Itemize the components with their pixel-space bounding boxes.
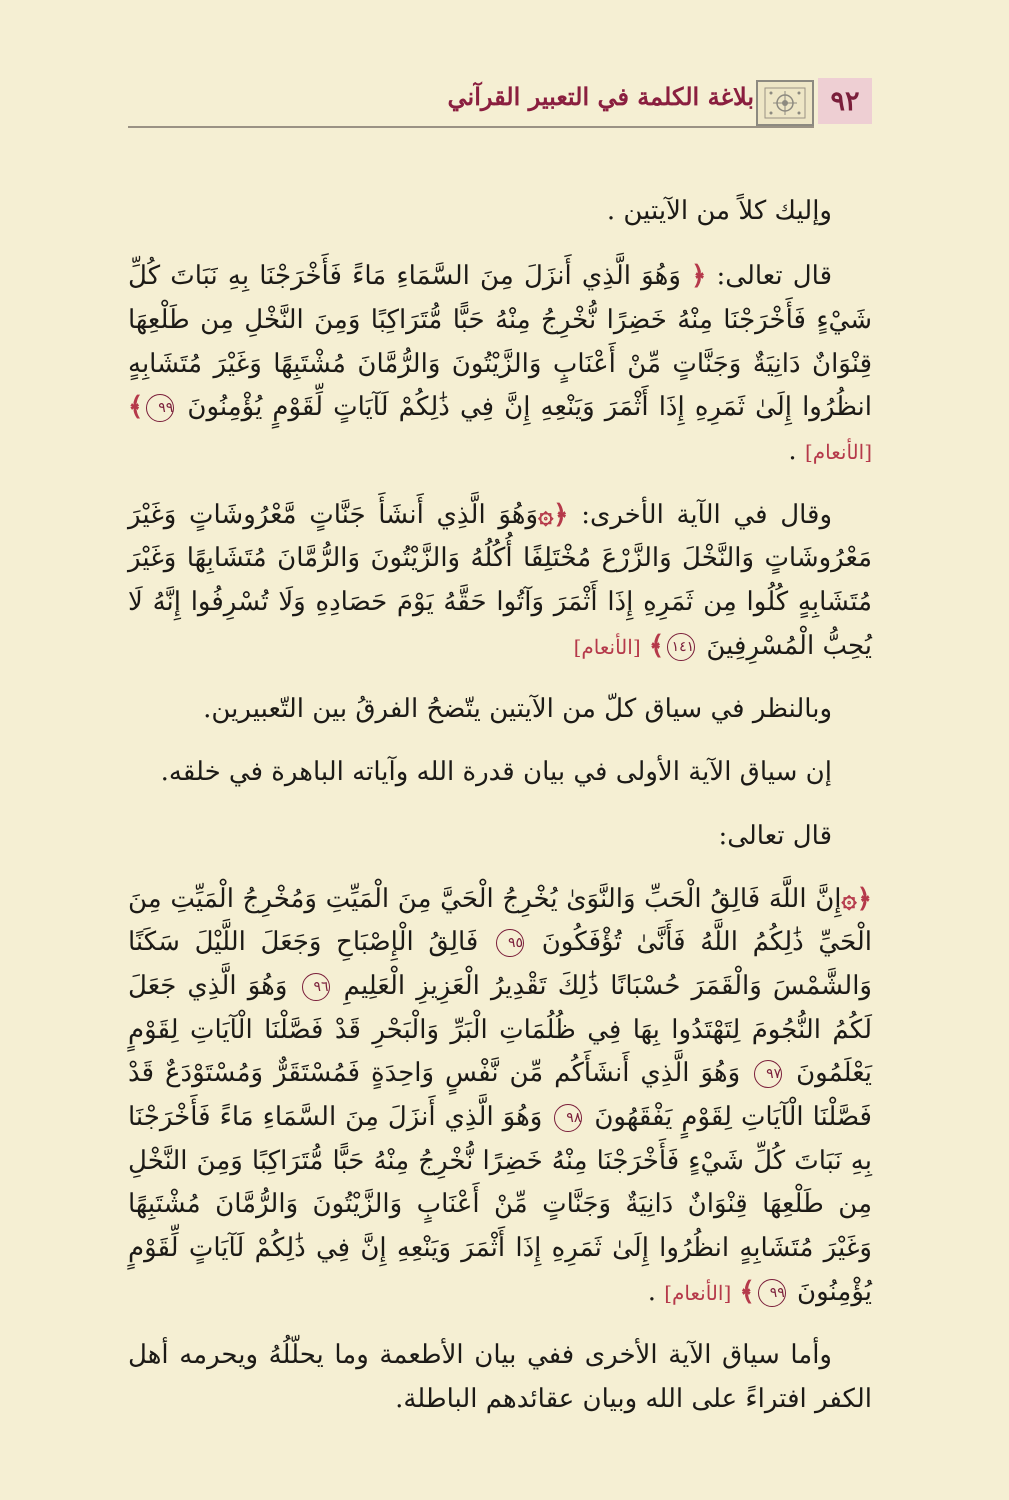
brace-close: ﴾ <box>739 1276 755 1307</box>
paragraph-qala: قال تعالى: <box>718 820 832 851</box>
quran-verse: وَهُوَ الَّذِي أَنشَأَ جَنَّاتٍ مَّعْرُوشَاتٍ وَغَيْرَ مَعْرُوشَاتٍ وَالنَّخْلَ وَالزَّرْعَ مُخْتَلِفًا أُكُلُهُ وَالزَّيْتُونَ وَالرُّمَّانَ مُتَشَابِهًا وَغَيْرَ مُتَشَابِهٍ كُلُوا مِن ثَمَرِهِ إِذَا أَثْمَرَ وَآتُوا حَقَّهُ يَوْمَ حَصَادِهِ وَلَا تُسْرِفُوا إِنَّهُ لَا يُحِبُّ الْمُسْرِفِينَ <box>128 499 872 661</box>
ayah-number: ٩٥ <box>496 929 524 957</box>
period: . <box>788 435 797 466</box>
ayah-number: ٩٦ <box>302 973 330 1001</box>
surah-name: [الأنعام] <box>573 634 641 659</box>
brace-open: ﴿ <box>856 883 872 914</box>
paragraph-second-context: وأما سياق الآية الأخرى ففي بيان الأطعمة وما يحلّلُهُ ويحرمه أهل الكفر افتراءً على الله وبيان عقائدهم الباطلة. <box>128 1340 872 1414</box>
brace-open: ﴿ <box>553 499 569 530</box>
quran-verse: وَهُوَ الَّذِي أَنشَأَكُم مِّن نَّفْسٍ وَاحِدَةٍ فَمُسْتَقَرٌّ وَمُسْتَوْدَعٌ قَدْ فَصَّلْنَا الْآيَاتِ لِقَوْمٍ يَفْقَهُونَ <box>128 1058 872 1133</box>
ayah-number: ٩٨ <box>554 1104 582 1132</box>
hizb-mark-icon: ۞ <box>538 499 554 530</box>
page-body <box>128 190 872 1421</box>
verse-lead: قال تعالى: <box>716 261 833 292</box>
paragraph-intro: وإليك كلاً من الآيتين . <box>606 196 832 226</box>
hizb-mark-icon: ۞ <box>841 883 857 914</box>
paragraph-verses-95-99 <box>128 878 872 1315</box>
ayah-number: ٩٧ <box>754 1060 782 1088</box>
quran-verse: فَالِقُ الْإِصْبَاحِ وَجَعَلَ اللَّيْلَ سَكَنًا وَالشَّمْسَ وَالْقَمَرَ حُسْبَانًا ذَٰلِكَ تَقْدِيرُ الْعَزِيزِ الْعَلِيمِ <box>128 927 872 1002</box>
paragraph-first-context: إن سياق الآية الأولى في بيان قدرة الله وآياته الباهرة في خلقه. <box>160 757 832 788</box>
period: . <box>647 1276 656 1307</box>
quran-verse: وَهُوَ الَّذِي أَنزَلَ مِنَ السَّمَاءِ مَاءً فَأَخْرَجْنَا بِهِ نَبَاتَ كُلِّ شَيْءٍ فَأَخْرَجْنَا مِنْهُ خَضِرًا نُّخْرِجُ مِنْهُ حَبًّا مُّتَرَاكِبًا وَمِنَ النَّخْلِ مِن طَلْعِهَا قِنْوَانٌ دَانِيَةٌ وَجَنَّاتٍ مِّنْ أَعْنَابٍ وَالزَّيْتُونَ وَالرُّمَّانَ مُشْتَبِهًا وَغَيْرَ مُتَشَابِهٍ انظُرُوا إِلَىٰ ثَمَرِهِ إِذَا أَثْمَرَ وَيَنْعِهِ إِنَّ فِي ذَٰلِكُمْ لَآيَاتٍ لِّقَوْمٍ يُؤْمِنُونَ <box>128 261 872 423</box>
paragraph-comparison: وبالنظر في سياق كلّ من الآيتين يتّضحُ الفرقُ بين التّعبيرين. <box>203 694 832 725</box>
quran-verse: وَهُوَ الَّذِي جَعَلَ لَكُمُ النُّجُومَ لِتَهْتَدُوا بِهَا فِي ظُلُمَاتِ الْبَرِّ وَالْبَحْرِ قَدْ فَصَّلْنَا الْآيَاتِ لِقَوْمٍ يَعْلَمُونَ <box>128 971 873 1089</box>
paragraph-verse-99 <box>128 255 872 473</box>
header-rule <box>128 126 814 128</box>
book-title: بلاغة الكلمة في التعبير القرآني <box>447 82 754 111</box>
running-header <box>128 78 872 128</box>
page-number: ٩٢ <box>818 78 872 124</box>
verse-lead: وقال في الآية الأخرى: <box>581 499 833 530</box>
ayah-number: ٩٩ <box>758 1279 786 1307</box>
quran-verse: إِنَّ اللَّهَ فَالِقُ الْحَبِّ وَالنَّوَىٰ يُخْرِجُ الْحَيَّ مِنَ الْمَيِّتِ وَمُخْرِجُ الْمَيِّتِ مِنَ الْحَيِّ ذَٰلِكُمُ اللَّهُ فَأَنَّىٰ تُؤْفَكُونَ <box>128 883 873 958</box>
brace-close: ﴾ <box>648 630 665 661</box>
brace-close: ﴾ <box>128 392 144 423</box>
surah-name: [الأنعام] <box>804 439 872 464</box>
ornament-icon <box>756 80 814 126</box>
paragraph-verse-141 <box>128 494 872 669</box>
quran-verse: وَهُوَ الَّذِي أَنزَلَ مِنَ السَّمَاءِ مَاءً فَأَخْرَجْنَا بِهِ نَبَاتَ كُلِّ شَيْءٍ فَأَخْرَجْنَا مِنْهُ خَضِرًا نُّخْرِجُ مِنْهُ حَبًّا مُّتَرَاكِبًا وَمِنَ النَّخْلِ مِن طَلْعِهَا قِنْوَانٌ دَانِيَةٌ وَجَنَّاتٍ مِّنْ أَعْنَابٍ وَالزَّيْتُونَ وَالرُّمَّانَ مُشْتَبِهًا وَغَيْرَ مُتَشَابِهٍ انظُرُوا إِلَىٰ ثَمَرِهِ إِذَا أَثْمَرَ وَيَنْعِهِ إِنَّ فِي ذَٰلِكُمْ لَآيَاتٍ لِّقَوْمٍ يُؤْمِنُونَ <box>128 1102 872 1307</box>
surah-name: [الأنعام] <box>664 1280 732 1305</box>
ayah-number: ١٤١ <box>667 633 695 661</box>
ayah-number: ٩٩ <box>146 394 174 422</box>
brace-open: ﴿ <box>691 261 707 292</box>
